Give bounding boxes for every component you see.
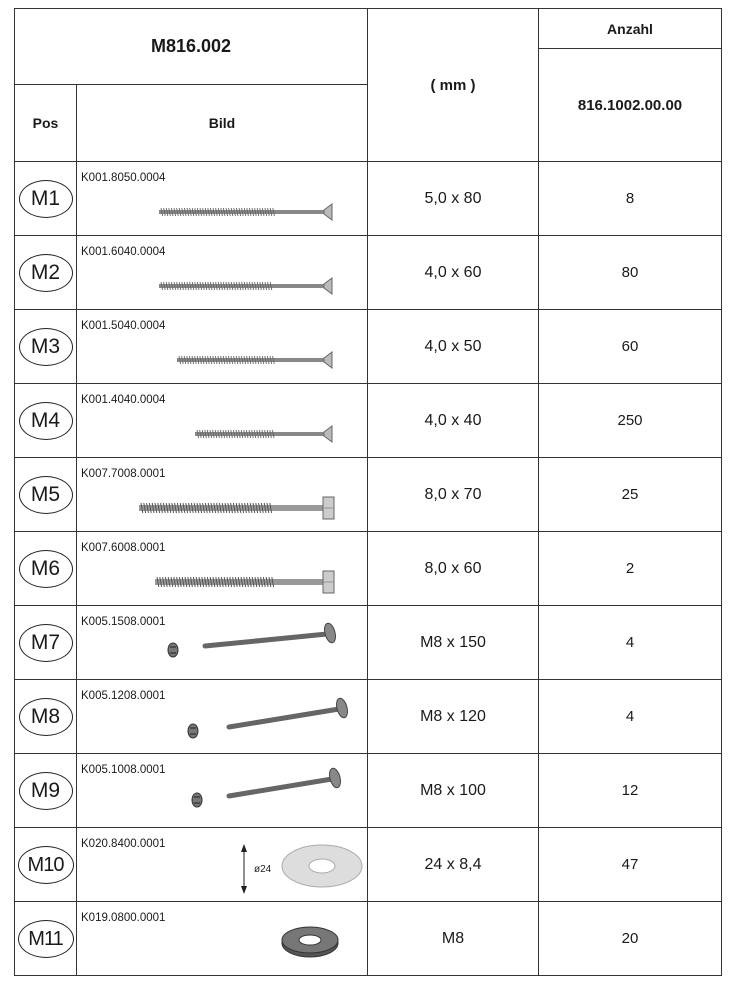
dimension-cell: 8,0 x 60	[368, 532, 539, 606]
part-number: K001.4040.0004	[81, 394, 166, 406]
image-cell	[77, 384, 368, 458]
pos-cell	[15, 236, 77, 310]
table-row	[15, 310, 722, 384]
parts-table	[14, 8, 722, 976]
bild-header: Bild	[77, 85, 368, 162]
set-code-header: 816.1002.00.00	[539, 49, 722, 162]
table-row	[15, 680, 722, 754]
quantity-cell: 47	[539, 828, 722, 902]
parts-list-sheet	[14, 8, 721, 976]
table-row	[15, 902, 722, 976]
pos-badge: M1	[19, 180, 73, 218]
part-number: K001.8050.0004	[81, 172, 166, 184]
image-cell	[77, 828, 368, 902]
part-number: K005.1008.0001	[81, 764, 166, 776]
quantity-cell: 12	[539, 754, 722, 828]
dimension-cell: 5,0 x 80	[368, 162, 539, 236]
dimension-cell: 4,0 x 60	[368, 236, 539, 310]
dimension-cell: 4,0 x 40	[368, 384, 539, 458]
part-number: K007.6008.0001	[81, 542, 166, 554]
image-cell	[77, 458, 368, 532]
pos-badge: M11	[18, 920, 74, 958]
pos-badge: M3	[19, 328, 73, 366]
table-row	[15, 828, 722, 902]
dimension-cell: M8 x 100	[368, 754, 539, 828]
table-row	[15, 458, 722, 532]
table-row	[15, 236, 722, 310]
quantity-cell: 20	[539, 902, 722, 976]
pos-badge: M6	[19, 550, 73, 588]
image-cell	[77, 754, 368, 828]
pos-badge: M10	[18, 846, 74, 884]
pos-header: Pos	[15, 85, 77, 162]
pos-badge: M7	[19, 624, 73, 662]
quantity-cell: 25	[539, 458, 722, 532]
pos-cell	[15, 384, 77, 458]
dimension-cell: 8,0 x 70	[368, 458, 539, 532]
part-number: K005.1508.0001	[81, 616, 166, 628]
pos-cell	[15, 902, 77, 976]
pos-cell	[15, 458, 77, 532]
pos-cell	[15, 680, 77, 754]
quantity-cell: 4	[539, 680, 722, 754]
pos-cell	[15, 310, 77, 384]
pos-cell	[15, 828, 77, 902]
pos-cell	[15, 606, 77, 680]
pos-cell	[15, 162, 77, 236]
quantity-cell: 2	[539, 532, 722, 606]
dimension-cell: M8 x 120	[368, 680, 539, 754]
diameter-label: ø24	[254, 864, 272, 875]
quantity-cell: 4	[539, 606, 722, 680]
pos-cell	[15, 532, 77, 606]
pos-badge: M5	[19, 476, 73, 514]
part-number: K001.5040.0004	[81, 320, 166, 332]
part-number: K007.7008.0001	[81, 468, 166, 480]
quantity-cell: 80	[539, 236, 722, 310]
table-row	[15, 162, 722, 236]
quantity-cell: 8	[539, 162, 722, 236]
image-cell	[77, 162, 368, 236]
image-cell	[77, 680, 368, 754]
pos-badge: M9	[19, 772, 73, 810]
pos-badge: M2	[19, 254, 73, 292]
table-row	[15, 606, 722, 680]
part-number: K020.8400.0001	[81, 838, 166, 850]
image-cell	[77, 532, 368, 606]
part-number: K005.1208.0001	[81, 690, 166, 702]
quantity-cell: 250	[539, 384, 722, 458]
table-row	[15, 384, 722, 458]
table-row	[15, 532, 722, 606]
unit-header: ( mm )	[368, 9, 539, 162]
dimension-cell: M8 x 150	[368, 606, 539, 680]
dimension-cell: M8	[368, 902, 539, 976]
image-cell	[77, 902, 368, 976]
image-cell	[77, 606, 368, 680]
anzahl-header: Anzahl	[539, 9, 722, 49]
image-cell	[77, 236, 368, 310]
image-cell	[77, 310, 368, 384]
pos-cell	[15, 754, 77, 828]
set-title: M816.002	[15, 9, 368, 85]
part-number: K001.6040.0004	[81, 246, 166, 258]
dimension-cell: 24 x 8,4	[368, 828, 539, 902]
table-row	[15, 754, 722, 828]
dimension-cell: 4,0 x 50	[368, 310, 539, 384]
pos-badge: M8	[19, 698, 73, 736]
part-number: K019.0800.0001	[81, 912, 166, 924]
pos-badge: M4	[19, 402, 73, 440]
quantity-cell: 60	[539, 310, 722, 384]
